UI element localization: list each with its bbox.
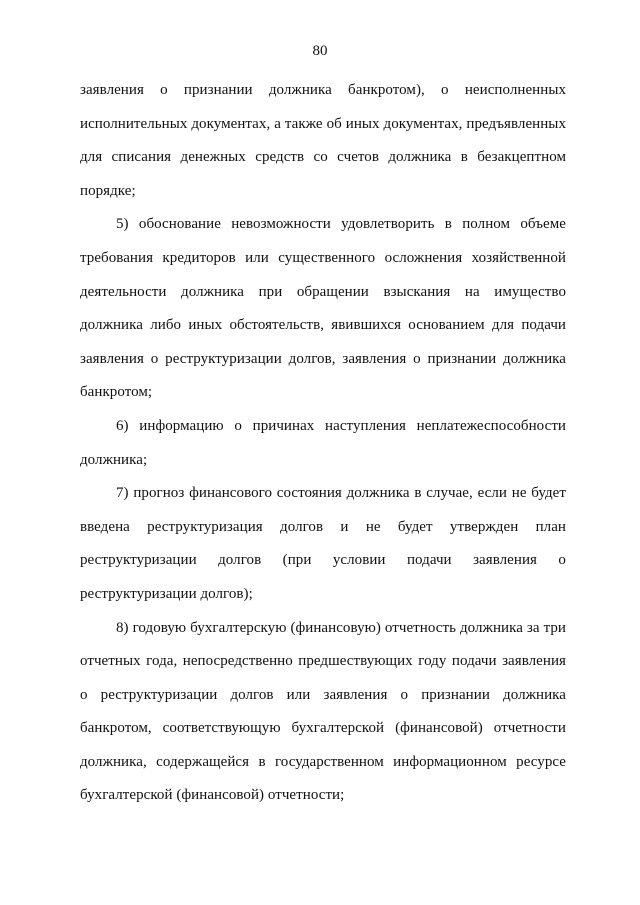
document-body [80, 74, 566, 813]
page-number: 80 [312, 43, 328, 59]
paragraph-item-5: 5) обоснование невозможности удовлетворить в полном объеме требования кредиторов или существенного осложнения хозяйственной деятельности должника при обращении взыскания на имущество должника либо иных обстоятельств, явившихся основанием для подачи заявления о реструктуризации долгов, заявления о признании должника банкротом; [80, 216, 566, 401]
paragraph-item-6: 6) информацию о причинах наступления неплатежеспособности должника; [80, 417, 566, 468]
paragraph-item-7: 7) прогноз финансового состояния должника в случае, если не будет введена реструктуризация долгов и не будет утвержден план реструктуризации долгов (при условии подачи заявления о реструктуризации долгов); [80, 485, 566, 602]
paragraph-item-8: 8) годовую бухгалтерскую (финансовую) отчетность должника за три отчетных года, непосредственно предшествующих году подачи заявления о реструктуризации долгов или заявления о признании должника банкротом, соответствующую бухгалтерской (финансовой) отчетности должника, содержащейся в государственном информационном ресурсе бухгалтерской (финансовой) отчетности; [80, 619, 566, 804]
paragraph-continuation: заявления о признании должника банкротом), о неисполненных исполнительных документах, а также об иных документах, предъявленных для списания денежных средств со счетов должника в безакцептном порядке; [80, 82, 566, 199]
